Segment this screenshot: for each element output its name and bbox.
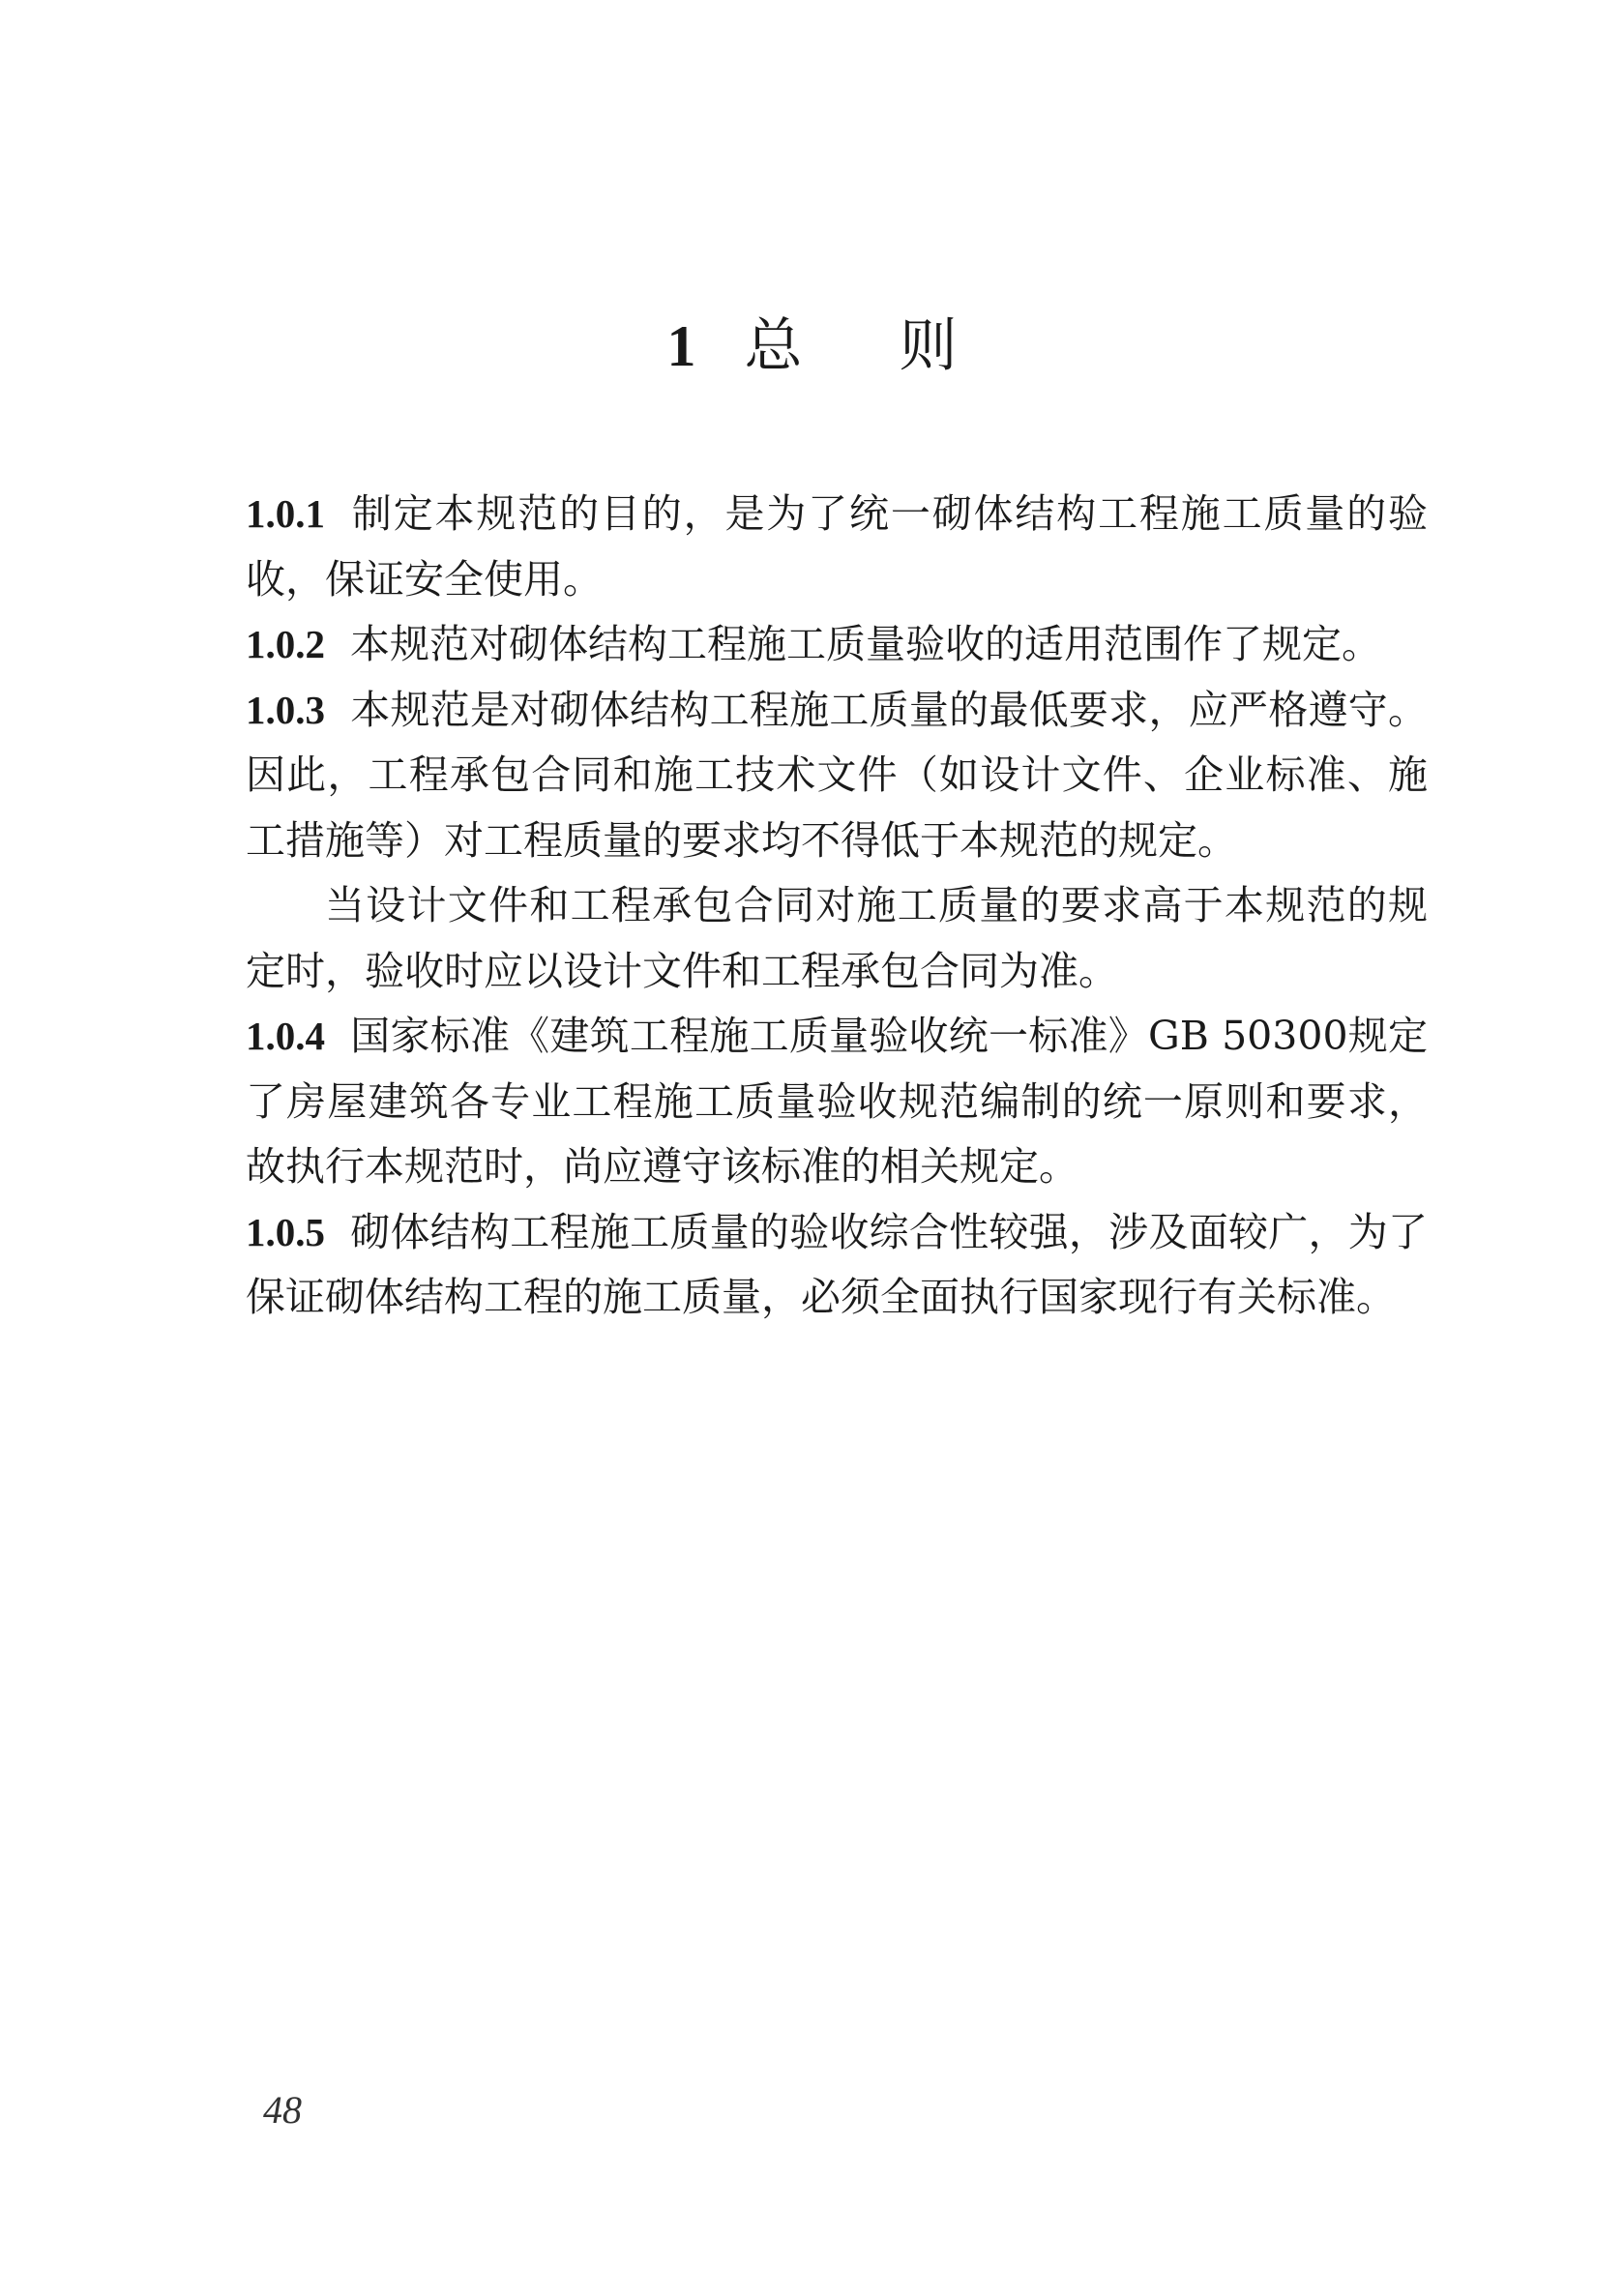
clause-number: 1.0.4 [246, 1014, 325, 1058]
chapter-title [0, 308, 1624, 385]
clause-1-0-4 [246, 1004, 1428, 1200]
clause-1-0-3 [246, 678, 1428, 874]
clause-number: 1.0.2 [246, 622, 325, 666]
clause-1-0-1 [246, 482, 1428, 612]
clause-number: 1.0.5 [246, 1209, 325, 1254]
clause-1-0-5 [246, 1200, 1428, 1331]
chapter-number: 1 [666, 314, 696, 378]
chapter-title-char-2: 则 [899, 312, 958, 380]
clause-number: 1.0.1 [246, 491, 325, 536]
chapter-body [246, 482, 1428, 1331]
clause-text: 砌体结构工程施工质量的验收综合性较强，涉及面较广，为了保证砌体结构工程的施工质量，必须全面执行国家现行有关标准。 [246, 1208, 1428, 1320]
clause-number: 1.0.3 [246, 687, 325, 732]
clause-1-0-2 [246, 612, 1428, 678]
clause-1-0-3-continuation: 当设计文件和工程承包合同对施工质量的要求高于本规范的规定时，验收时应以设计文件和工程承包合同为准。 [246, 882, 1428, 994]
clause-text: 本规范对砌体结构工程施工质量验收的适用范围作了规定。 [350, 621, 1381, 667]
clause-text: 国家标准《建筑工程施工质量验收统一标准》GB 50300规定了房屋建筑各专业工程施工质量验收规范编制的统一原则和要求，故执行本规范时，尚应遵守该标准的相关规定。 [246, 1013, 1428, 1190]
clause-text: 制定本规范的目的，是为了统一砌体结构工程施工质量的验收，保证安全使用。 [246, 490, 1428, 603]
chapter-title-char-1: 总 [744, 312, 803, 380]
page-number: 48 [263, 2088, 302, 2132]
clause-text: 本规范是对砌体结构工程施工质量的最低要求，应严格遵守。因此，工程承包合同和施工技术文件（如设计文件、企业标准、施工措施等）对工程质量的要求均不得低于本规范的规定。 [246, 686, 1428, 864]
